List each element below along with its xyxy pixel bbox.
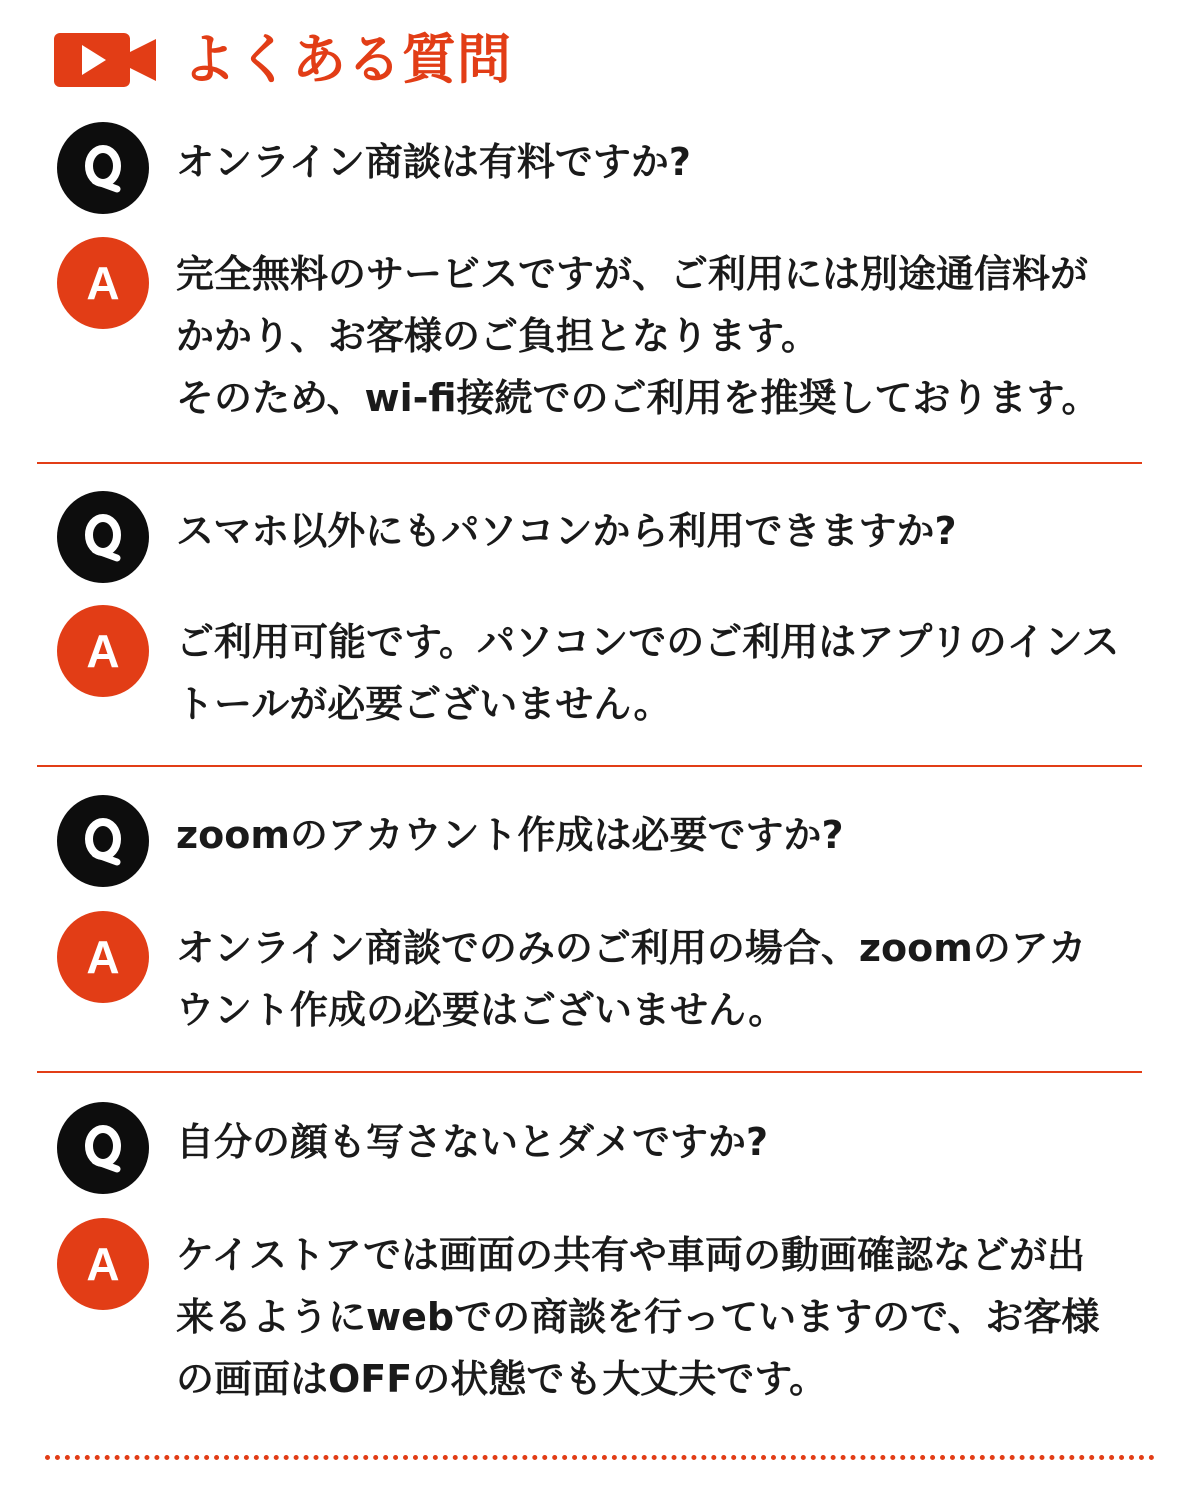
answer-row (57, 911, 1176, 1041)
answer-badge: A (57, 1218, 149, 1310)
question-text: オンライン商談は有料ですか? (176, 140, 691, 184)
answer-line: の画面はOFFの状態でも大丈夫です。 (176, 1357, 828, 1401)
answer-text (176, 611, 1176, 735)
q-glyph-icon (81, 512, 125, 562)
answer-line: 来るようにwebでの商談を行っていますので、お客様 (176, 1295, 1100, 1339)
answer-line: 完全無料のサービスですが、ご利用には別途通信料が (176, 252, 1089, 296)
answer-row (57, 1218, 1176, 1410)
question-row (57, 795, 844, 887)
answer-line: ご利用可能です。パソコンでのご利用はアプリのインス (176, 620, 1120, 664)
divider (37, 1071, 1142, 1073)
answer-badge: A (57, 911, 149, 1003)
video-camera-icon (54, 31, 158, 89)
page-title: よくある質問 (182, 28, 512, 91)
answer-line: トールが必要ございません。 (176, 682, 672, 726)
question-badge (57, 795, 149, 887)
answer-row (57, 605, 1176, 735)
q-glyph-icon (81, 816, 125, 866)
answer-line: そのため、wi-fi接続でのご利用を推奨しております。 (176, 376, 1100, 420)
q-glyph-icon (81, 143, 125, 193)
question-text: zoomのアカウント作成は必要ですか? (176, 813, 844, 857)
question-badge (57, 491, 149, 583)
divider (37, 462, 1142, 464)
answer-line: オンライン商談でのみのご利用の場合、zoomのアカ (176, 926, 1087, 970)
answer-row (57, 237, 1176, 429)
faq-header (54, 28, 512, 92)
answer-text (176, 243, 1176, 429)
question-badge (57, 122, 149, 214)
answer-text (176, 917, 1176, 1041)
answer-line: ケイストアでは画面の共有や車両の動画確認などが出 (176, 1233, 1085, 1277)
question-row (57, 1102, 768, 1194)
question-row (57, 122, 691, 214)
answer-badge: A (57, 605, 149, 697)
q-glyph-icon (81, 1123, 125, 1173)
question-badge (57, 1102, 149, 1194)
answer-text (176, 1224, 1176, 1410)
answer-badge: A (57, 237, 149, 329)
answer-line: かかり、お客様のご負担となります。 (176, 314, 819, 358)
question-row (57, 491, 957, 583)
question-text: 自分の顔も写さないとダメですか? (176, 1120, 769, 1164)
divider (37, 765, 1142, 767)
question-text: スマホ以外にもパソコンから利用できますか? (176, 509, 957, 553)
answer-line: ウント作成の必要はございません。 (176, 988, 787, 1032)
bottom-dotted-divider (45, 1455, 1155, 1460)
